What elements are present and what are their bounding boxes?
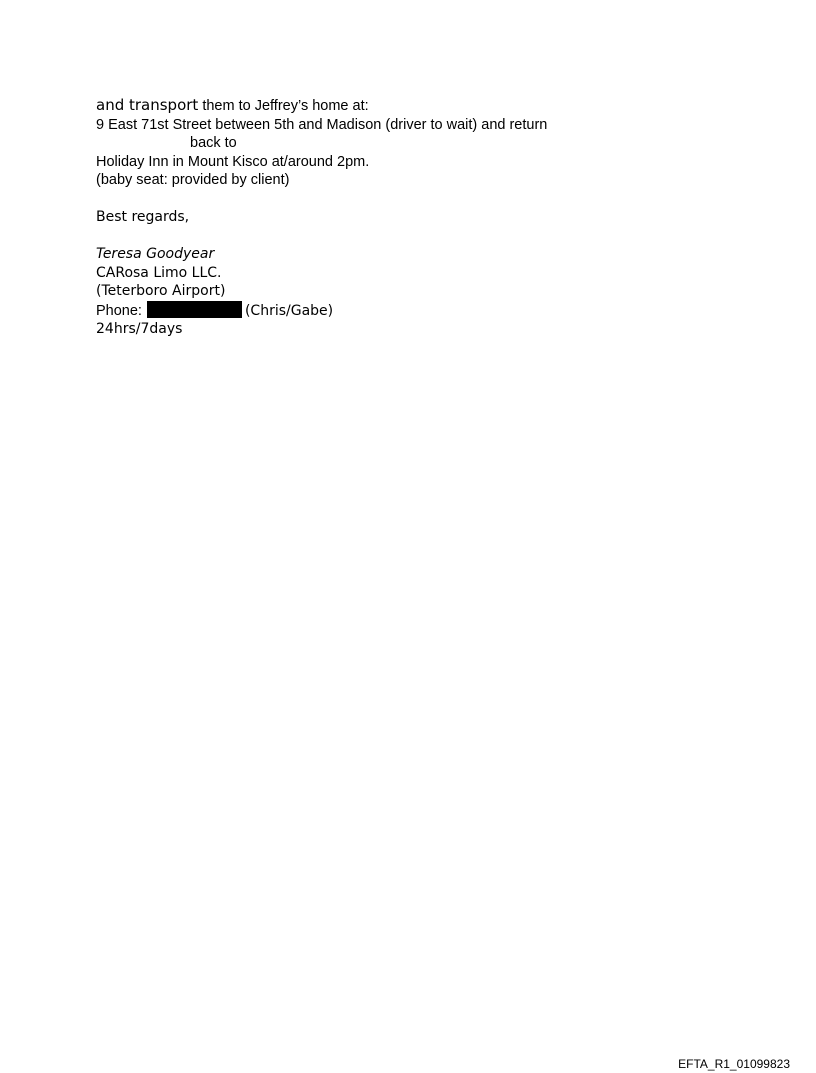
phone-contacts: (Chris/Gabe) bbox=[244, 302, 334, 319]
spacer bbox=[96, 190, 736, 209]
availability-line: 24hrs/7days bbox=[96, 321, 183, 337]
closing-line: Best regards, bbox=[96, 209, 190, 225]
transport-line bbox=[96, 96, 736, 116]
hotel-line: Holiday Inn in Mount Kisco at/around 2pm. bbox=[96, 153, 370, 170]
letter-body bbox=[96, 96, 736, 339]
baby-seat-line: (baby seat: provided by client) bbox=[96, 172, 290, 188]
address-line: 9 East 71st Street between 5th and Madison (driver to wait) and return bbox=[96, 116, 548, 133]
signature-name: Teresa Goodyear bbox=[96, 246, 215, 262]
redaction-box bbox=[147, 301, 242, 318]
spacer bbox=[96, 227, 736, 246]
document-id: EFTA_R1_01099823 bbox=[678, 1057, 790, 1071]
transport-destination: them to Jeffrey’s home at: bbox=[198, 98, 369, 114]
signature-company: CARosa Limo LLC. bbox=[96, 264, 222, 281]
signature-location: (Teterboro Airport) bbox=[96, 283, 226, 299]
return-line: back to bbox=[190, 135, 237, 151]
phone-line bbox=[96, 301, 736, 321]
transport-lead: and transport bbox=[96, 96, 199, 114]
phone-label: Phone: bbox=[96, 302, 142, 319]
